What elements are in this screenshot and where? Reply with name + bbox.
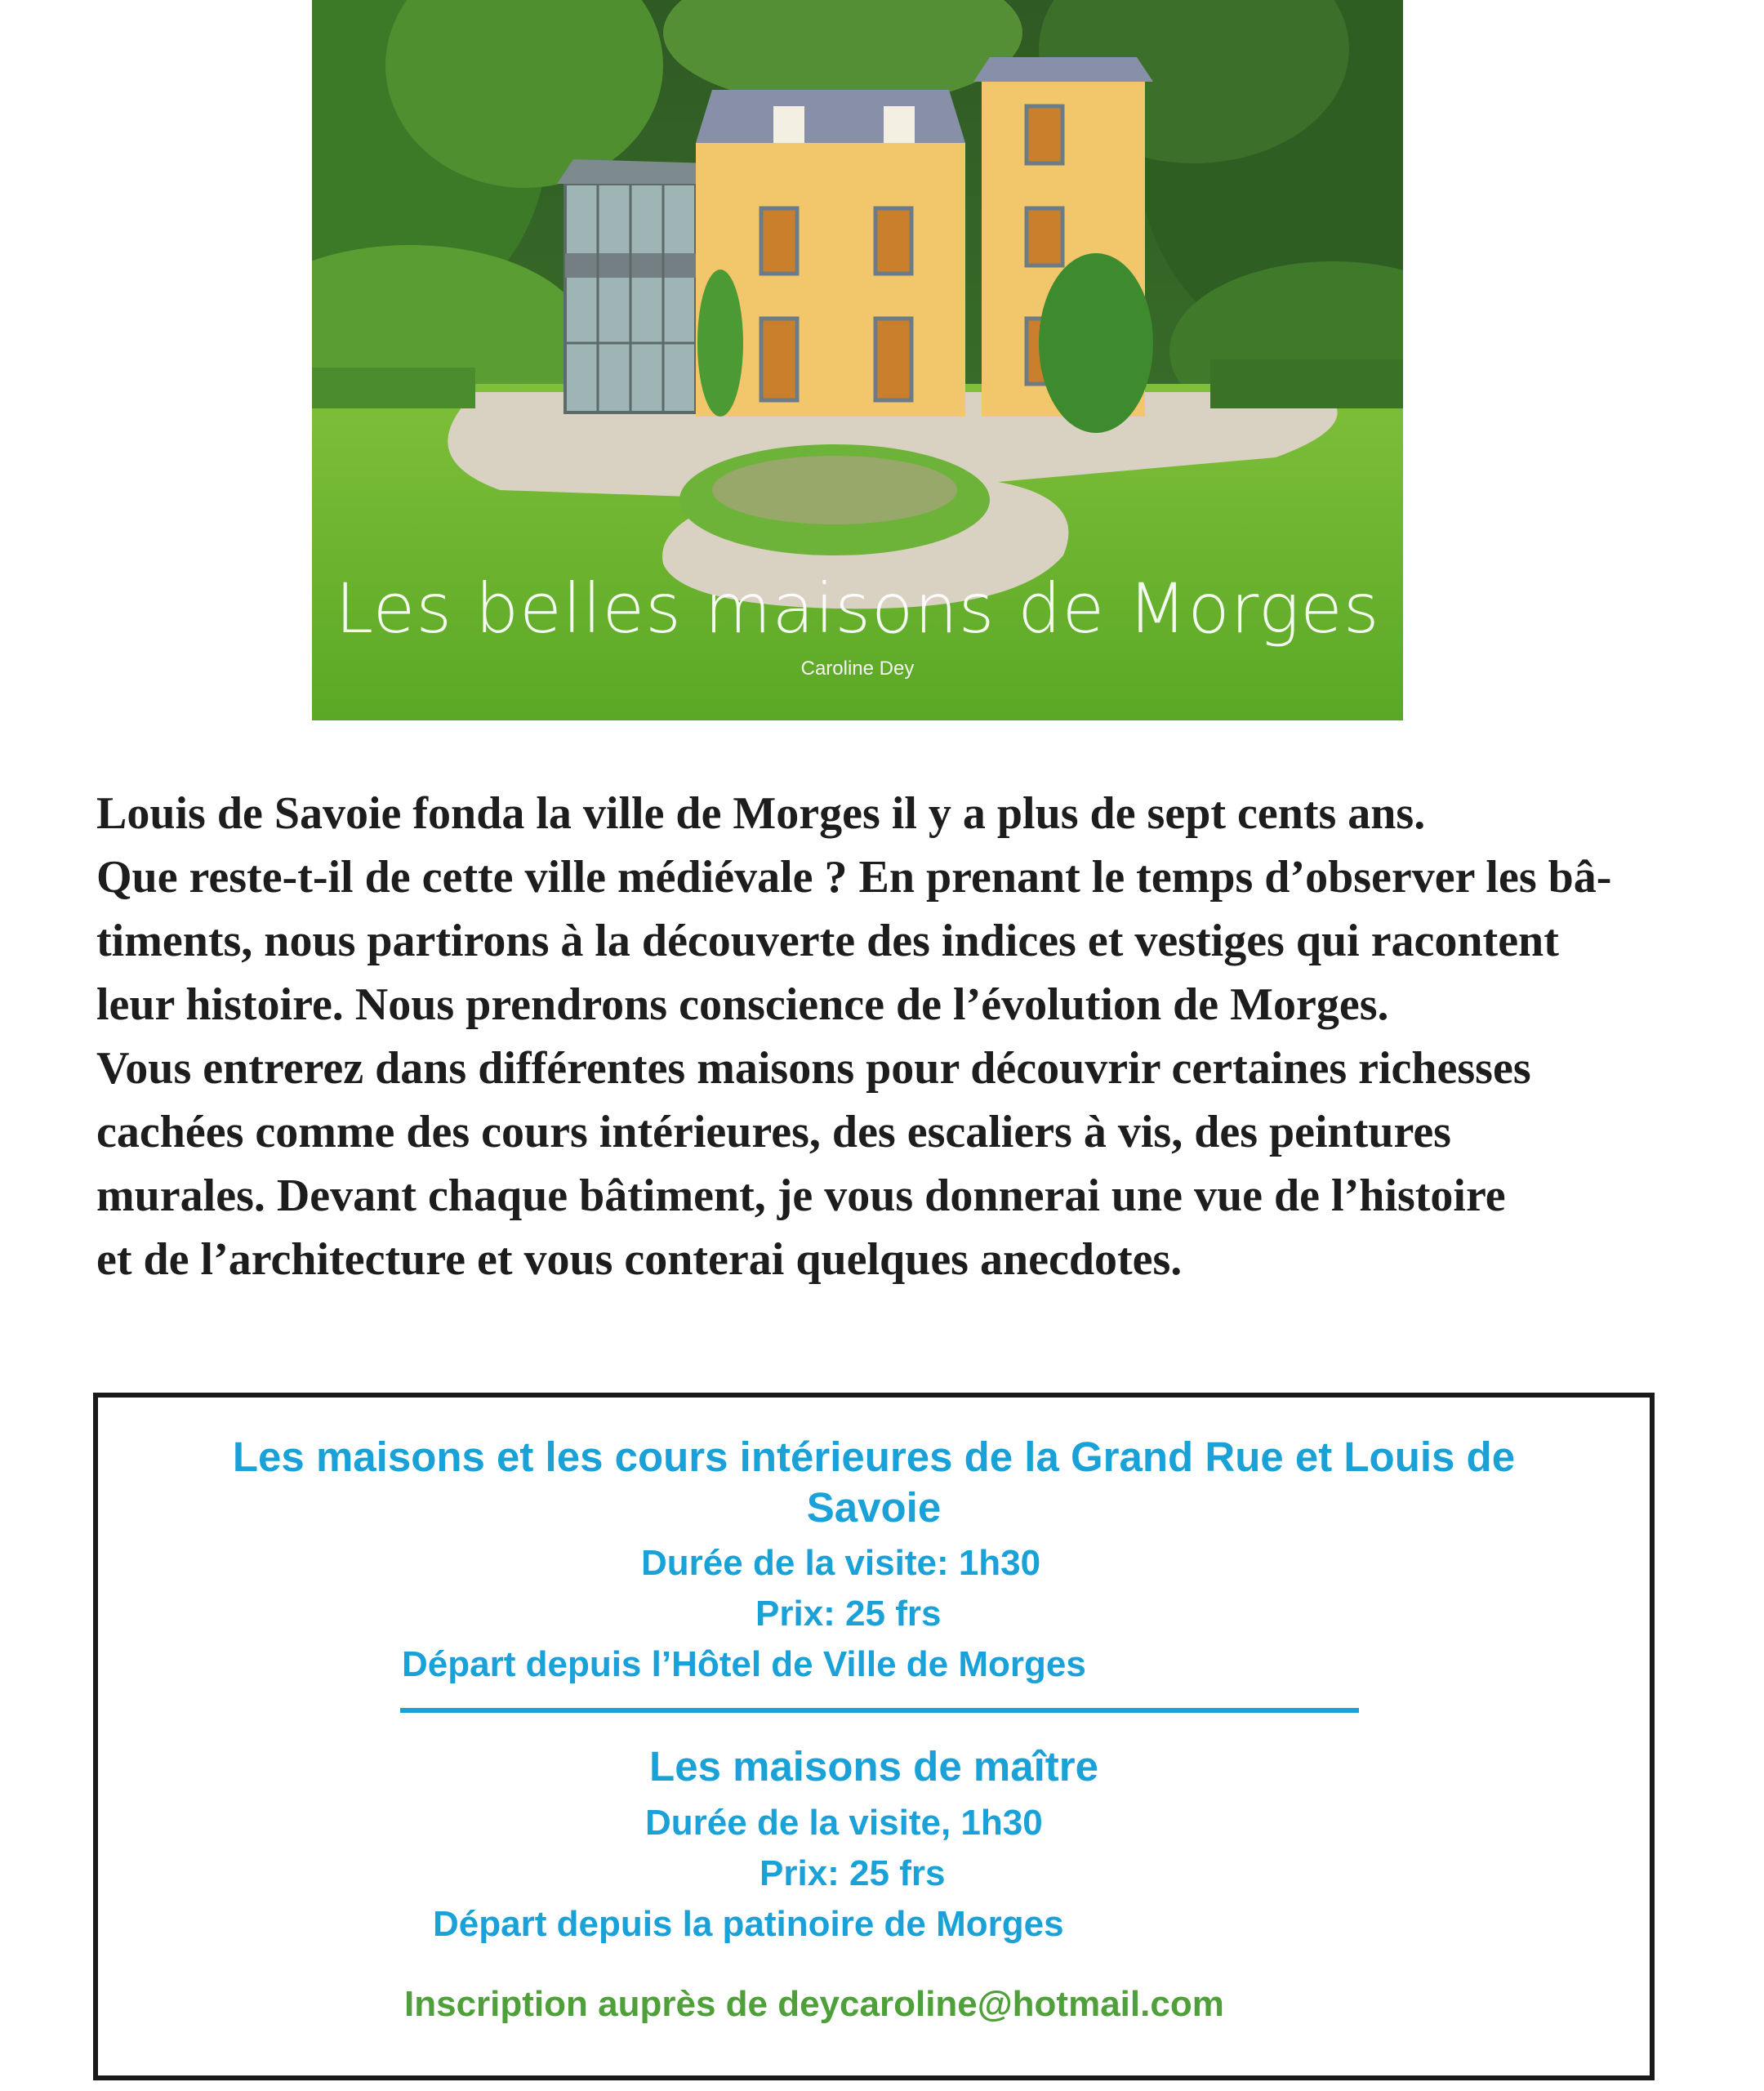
tour-info-box (93, 1393, 1655, 2080)
tour-1-departure: Départ depuis l’Hôtel de Ville de Morges (402, 1644, 1086, 1684)
tour-2-price: Prix: 25 frs (760, 1853, 946, 1893)
intro-paragraph (96, 782, 1681, 1291)
signup-email: Inscription auprès de deycaroline@hotmail.com (404, 1984, 1224, 2024)
intro-line: murales. Devant chaque bâtiment, je vous donnerai une vue de l’histoire (96, 1170, 1506, 1221)
intro-line: leur histoire. Nous prendrons conscience de l’évolution de Morges. (96, 979, 1389, 1030)
intro-line: Vous entrerez dans différentes maisons pour découvrir certaines richesses (96, 1043, 1531, 1094)
intro-line: cachées comme des cours intérieures, des escaliers à vis, des peintures (96, 1107, 1451, 1157)
tour-1-title-line1: Les maisons et les cours intérieures de la Grand Rue et Louis de (232, 1433, 1516, 1480)
tour-1-title-line2: Savoie (806, 1484, 942, 1531)
cover-author: Caroline Dey (800, 658, 915, 680)
intro-line: et de l’architecture et vous conterai quelques anecdotes. (96, 1234, 1183, 1285)
intro-line: timents, nous partirons à la découverte des indices et vestiges qui racontent (96, 916, 1559, 966)
tour-2-title: Les maisons de maître (649, 1743, 1098, 1790)
cover-title: Les belles maisons de Morges (335, 568, 1380, 649)
section-divider (400, 1708, 1359, 1713)
tour-1-duration: Durée de la visite: 1h30 (641, 1543, 1041, 1583)
intro-line: Que reste-t-il de cette ville médiévale ? En prenant le temps d’observer les bâ- (96, 852, 1612, 903)
intro-line: Louis de Savoie fonda la ville de Morges il y a plus de sept cents ans. (96, 788, 1426, 839)
tour-1-price: Prix: 25 frs (755, 1594, 942, 1634)
tour-2-departure: Départ depuis la patinoire de Morges (433, 1904, 1064, 1944)
cover-photo (312, 0, 1403, 720)
tour-2-duration: Durée de la visite, 1h30 (645, 1803, 1043, 1843)
